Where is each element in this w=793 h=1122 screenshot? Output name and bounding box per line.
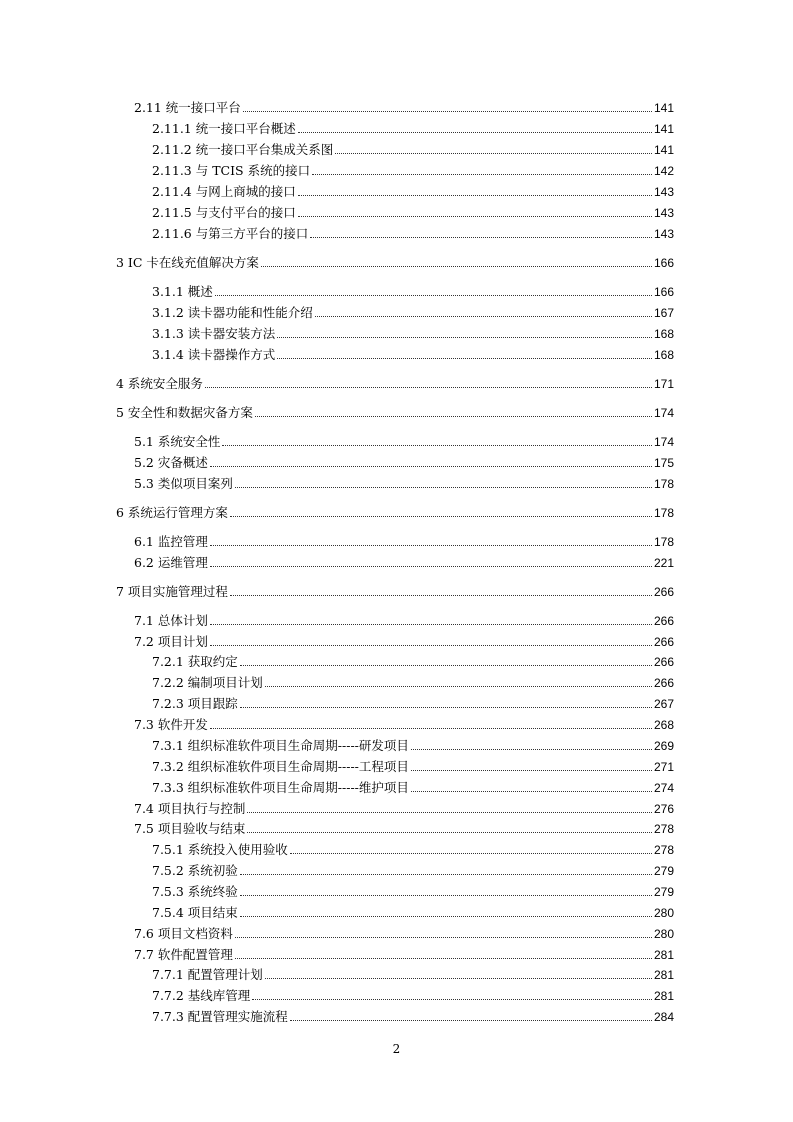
toc-entry[interactable] <box>116 401 674 421</box>
toc-entry-page: 267 <box>653 697 674 711</box>
dot-leader <box>265 686 652 687</box>
toc-entry-page: 268 <box>653 718 674 732</box>
toc-entry[interactable] <box>152 984 674 1004</box>
page-number: 2 <box>392 1042 401 1056</box>
toc-entry-page: 143 <box>653 206 674 220</box>
toc-entry[interactable] <box>152 343 674 363</box>
toc-entry-page: 141 <box>653 143 674 157</box>
toc-entry-page: 281 <box>653 989 674 1003</box>
toc-entry-page: 174 <box>653 435 674 449</box>
toc-entry-page: 166 <box>653 285 674 299</box>
dot-leader <box>252 999 652 1000</box>
toc-entry-title: 6.1 监控管理 <box>134 534 208 549</box>
toc-entry[interactable] <box>134 551 674 571</box>
toc-entry[interactable] <box>152 138 674 158</box>
toc-entry-title: 7.3.1 组织标准软件项目生命周期-----研发项目 <box>152 738 409 753</box>
dot-leader <box>411 749 652 750</box>
toc-entry[interactable] <box>152 222 674 242</box>
toc-entry-page: 266 <box>653 655 674 669</box>
toc-entry-page: 266 <box>653 614 674 628</box>
dot-leader <box>240 895 652 896</box>
dot-leader <box>235 937 652 938</box>
dot-leader <box>265 978 652 979</box>
toc-entry[interactable] <box>152 776 674 796</box>
dot-leader <box>235 958 652 959</box>
toc-entry[interactable] <box>134 943 674 963</box>
toc-entry-title: 6 系统运行管理方案 <box>116 505 228 520</box>
toc-entry-title: 2.11.1 统一接口平台概述 <box>152 121 296 136</box>
toc-entry-page: 281 <box>653 948 674 962</box>
toc-entry-title: 2.11 统一接口平台 <box>134 100 241 115</box>
toc-entry-title: 5 安全性和数据灾备方案 <box>116 405 253 420</box>
dot-leader <box>243 111 652 112</box>
toc-entry-page: 279 <box>653 885 674 899</box>
dot-leader <box>310 237 652 238</box>
toc-entry[interactable] <box>134 922 674 942</box>
toc-entry-page: 141 <box>653 101 674 115</box>
toc-entry-page: 278 <box>653 843 674 857</box>
toc-entry-page: 143 <box>653 227 674 241</box>
toc-entry[interactable] <box>134 451 674 471</box>
toc-entry[interactable] <box>152 692 674 712</box>
dot-leader <box>240 665 652 666</box>
toc-entry-page: 168 <box>653 348 674 362</box>
toc-entry-title: 7.5.4 项目结束 <box>152 905 238 920</box>
toc-entry[interactable] <box>152 880 674 900</box>
dot-leader <box>210 728 652 729</box>
dot-leader <box>411 770 652 771</box>
toc-entry[interactable] <box>134 472 674 492</box>
dot-leader <box>210 624 652 625</box>
toc-entry-page: 166 <box>653 256 674 270</box>
toc-entry-page: 281 <box>653 968 674 982</box>
toc-entry[interactable] <box>116 372 674 392</box>
toc-entry-title: 7.7.3 配置管理实施流程 <box>152 1009 288 1024</box>
toc-entry-page: 175 <box>653 456 674 470</box>
toc-entry-title: 3 IC 卡在线充值解决方案 <box>116 255 259 270</box>
toc-entry-page: 280 <box>653 906 674 920</box>
dot-leader <box>247 832 652 833</box>
toc-entry[interactable] <box>134 430 674 450</box>
dot-leader <box>290 1020 652 1021</box>
toc-entry-page: 266 <box>653 676 674 690</box>
toc-entry-title: 7.5.3 系统终验 <box>152 884 238 899</box>
dot-leader <box>230 595 652 596</box>
dot-leader <box>255 416 652 417</box>
toc-entry[interactable] <box>152 755 674 775</box>
toc-entry-page: 266 <box>653 635 674 649</box>
toc-entry-page: 178 <box>653 535 674 549</box>
dot-leader <box>298 195 652 196</box>
toc-entry-title: 7.2.1 获取约定 <box>152 654 238 669</box>
toc-entry-title: 7.3.2 组织标准软件项目生命周期-----工程项目 <box>152 759 409 774</box>
toc-entry-title: 5.2 灾备概述 <box>134 455 208 470</box>
toc-entry-title: 7.7.1 配置管理计划 <box>152 967 263 982</box>
dot-leader <box>290 853 652 854</box>
toc-entry[interactable] <box>152 1005 674 1025</box>
toc-entry-title: 7 项目实施管理过程 <box>116 584 228 599</box>
toc-entry-title: 7.2.2 编制项目计划 <box>152 675 263 690</box>
dot-leader <box>205 387 652 388</box>
toc-entry-page: 269 <box>653 739 674 753</box>
toc-entry-title: 3.1.3 读卡器安装方法 <box>152 326 276 341</box>
dot-leader <box>210 466 652 467</box>
toc-entry-page: 171 <box>653 377 674 391</box>
toc-entry-page: 266 <box>653 585 674 599</box>
toc-entry-title: 7.5 项目验收与结束 <box>134 821 246 836</box>
toc-entry-title: 4 系统安全服务 <box>116 376 203 391</box>
toc-entry-page: 141 <box>653 122 674 136</box>
toc-entry-title: 7.7 软件配置管理 <box>134 947 233 962</box>
toc-entry-title: 2.11.6 与第三方平台的接口 <box>152 226 309 241</box>
toc-entry[interactable] <box>116 251 674 271</box>
toc-entry-title: 7.2 项目计划 <box>134 634 208 649</box>
toc-entry-title: 7.1 总体计划 <box>134 613 208 628</box>
toc-entry-page: 279 <box>653 864 674 878</box>
toc-entry-title: 7.4 项目执行与控制 <box>134 801 246 816</box>
toc-entry[interactable] <box>134 609 674 629</box>
toc-entry[interactable] <box>152 650 674 670</box>
dot-leader <box>335 153 652 154</box>
dot-leader <box>277 358 652 359</box>
toc-entry-page: 278 <box>653 822 674 836</box>
toc-entry[interactable] <box>152 963 674 983</box>
toc-entry[interactable] <box>152 322 674 342</box>
toc-entry[interactable] <box>152 201 674 221</box>
toc-entry[interactable] <box>152 159 674 179</box>
toc-entry-page: 178 <box>653 506 674 520</box>
dot-leader <box>222 445 652 446</box>
toc-entry-title: 5.1 系统安全性 <box>134 434 221 449</box>
toc-entry-page: 276 <box>653 802 674 816</box>
toc-entry[interactable] <box>134 530 674 550</box>
toc-entry-page: 280 <box>653 927 674 941</box>
dot-leader <box>235 487 652 488</box>
toc-entry-page: 143 <box>653 185 674 199</box>
toc-entry-title: 7.2.3 项目跟踪 <box>152 696 238 711</box>
toc-entry-page: 168 <box>653 327 674 341</box>
toc-entry[interactable] <box>152 117 674 137</box>
toc-entry-title: 7.6 项目文档资料 <box>134 926 233 941</box>
toc-entry-title: 3.1.4 读卡器操作方式 <box>152 347 276 362</box>
toc-entry[interactable] <box>152 901 674 921</box>
dot-leader <box>411 791 652 792</box>
dot-leader <box>261 266 652 267</box>
toc-entry-page: 274 <box>653 781 674 795</box>
toc-entry[interactable] <box>152 671 674 691</box>
toc-entry[interactable] <box>152 301 674 321</box>
dot-leader <box>312 174 652 175</box>
toc-entry[interactable] <box>134 797 674 817</box>
dot-leader <box>277 337 652 338</box>
toc-entry[interactable] <box>116 501 674 521</box>
toc-entry-title: 3.1.2 读卡器功能和性能介绍 <box>152 305 313 320</box>
dot-leader <box>240 874 652 875</box>
toc-entry-title: 2.11.3 与 TCIS 系统的接口 <box>152 163 311 178</box>
toc-entry-title: 2.11.5 与支付平台的接口 <box>152 205 296 220</box>
toc-entry-title: 7.3.3 组织标准软件项目生命周期-----维护项目 <box>152 780 409 795</box>
dot-leader <box>215 295 652 296</box>
dot-leader <box>247 812 652 813</box>
toc-entry-title: 6.2 运维管理 <box>134 555 208 570</box>
dot-leader <box>240 916 652 917</box>
toc-entry-page: 142 <box>653 164 674 178</box>
toc-entry[interactable] <box>152 280 674 300</box>
toc-entry-title: 7.5.1 系统投入使用验收 <box>152 842 288 857</box>
dot-leader <box>210 545 652 546</box>
dot-leader <box>315 316 652 317</box>
dot-leader <box>298 216 652 217</box>
toc-entry[interactable] <box>134 630 674 650</box>
toc-entry-title: 3.1.1 概述 <box>152 284 213 299</box>
toc-entry[interactable] <box>152 859 674 879</box>
toc-entry-title: 7.5.2 系统初验 <box>152 863 238 878</box>
toc-entry-page: 178 <box>653 477 674 491</box>
toc-entry[interactable] <box>152 180 674 200</box>
toc-entry-page: 221 <box>653 556 674 570</box>
toc-entry-page: 271 <box>653 760 674 774</box>
toc-entry-title: 5.3 类似项目案列 <box>134 476 233 491</box>
toc-entry-title: 2.11.2 统一接口平台集成关系图 <box>152 142 334 157</box>
toc-entry-title: 2.11.4 与网上商城的接口 <box>152 184 296 199</box>
dot-leader <box>298 132 652 133</box>
toc-entry[interactable] <box>134 713 674 733</box>
toc-entry-page: 284 <box>653 1010 674 1024</box>
toc-entry-page: 167 <box>653 306 674 320</box>
dot-leader <box>230 516 652 517</box>
dot-leader <box>210 566 652 567</box>
toc-entry[interactable] <box>134 817 674 837</box>
toc-entry-title: 7.7.2 基线库管理 <box>152 988 251 1003</box>
toc-entry-title: 7.3 软件开发 <box>134 717 208 732</box>
toc-entry[interactable] <box>152 838 674 858</box>
dot-leader <box>240 707 652 708</box>
toc-entry[interactable] <box>134 96 674 116</box>
toc-entry-page: 174 <box>653 406 674 420</box>
toc-entry[interactable] <box>152 734 674 754</box>
dot-leader <box>210 645 652 646</box>
toc-entry[interactable] <box>116 580 674 600</box>
